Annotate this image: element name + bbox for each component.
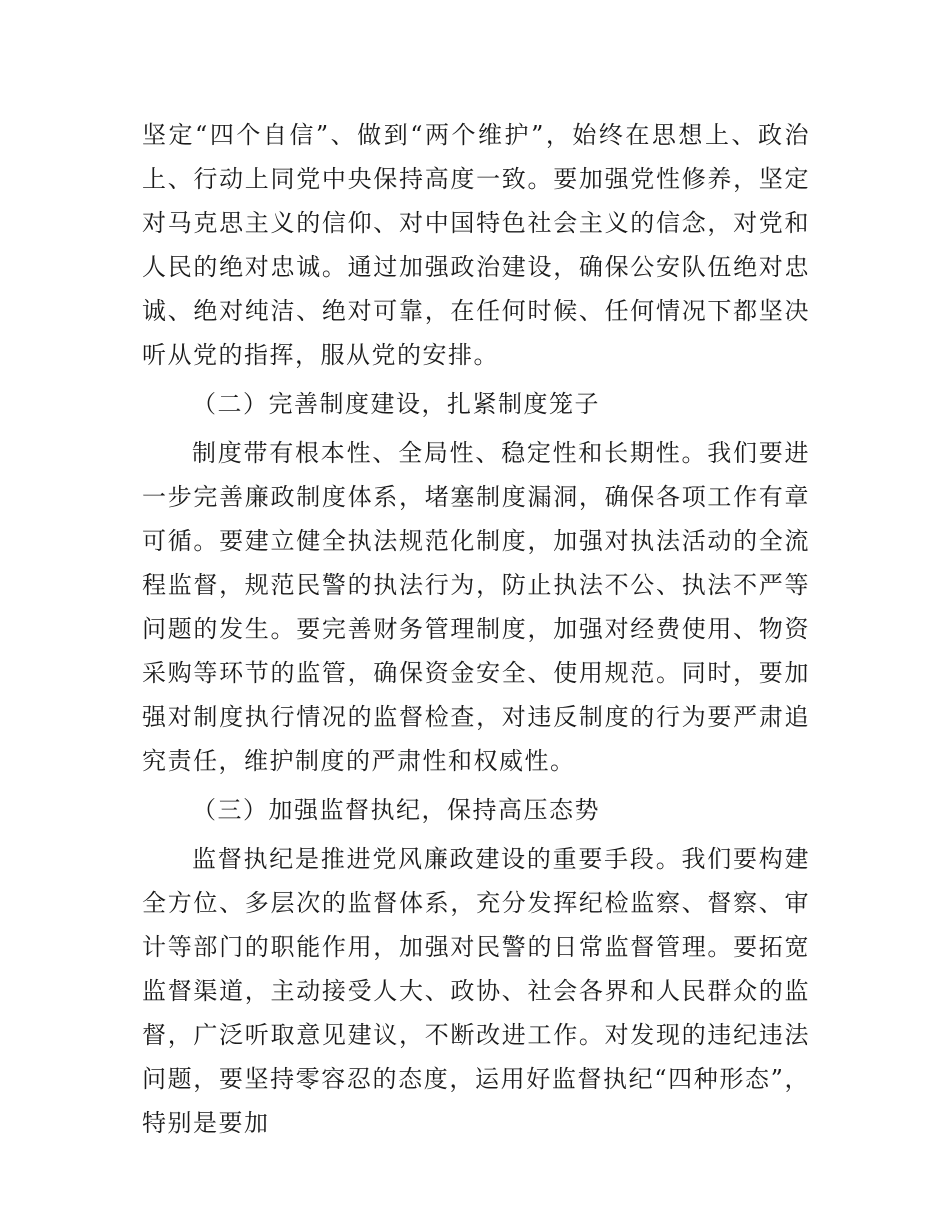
section-heading: （三）加强监督执纪，保持高压态势 [192,796,600,824]
body-paragraph: 制度带有根本性、全局性、稳定性和长期性。我们要进一步完善廉政制度体系，堵塞制度漏洞，确保各项工作有章可循。要建立健全执法规范化制度，加强对执法活动的全流程监督，规范民警的执法行为，防止执法不公、执法不严等问题的发生。要完善财务管理制度，加强对经费使用、物资采购等环节的监管，确保资金安全、使用规范。同时，要加强对制度执行情况的监督检查，对违反制度的行为要严肃追究责任，维护制度的严肃性和权威性。 [142,439,810,775]
document-body [142,113,810,1145]
body-paragraph: 坚定“四个自信”、做到“两个维护”，始终在思想上、政治上、行动上同党中央保持高度一致。要加强党性修养，坚定对马克思主义的信仰、对中国特色社会主义的信念，对党和人民的绝对忠诚。通过加强政治建设，确保公安队伍绝对忠诚、绝对纯洁、绝对可靠，在任何时候、任何情况下都坚决听从党的指挥，服从党的安排。 [142,121,810,369]
body-paragraph: 监督执纪是推进党风廉政建设的重要手段。我们要构建全方位、多层次的监督体系，充分发挥纪检监察、督察、审计等部门的职能作用，加强对民警的日常监督管理。要拓宽监督渠道，主动接受人大、政协、社会各界和人民群众的监督，广泛听取意见建议，不断改进工作。对发现的违纪违法问题，要坚持零容忍的态度，运用好监督执纪“四种形态”，特别是要加 [142,845,810,1137]
section-heading: （二）完善制度建设，扎紧制度笼子 [192,390,600,418]
